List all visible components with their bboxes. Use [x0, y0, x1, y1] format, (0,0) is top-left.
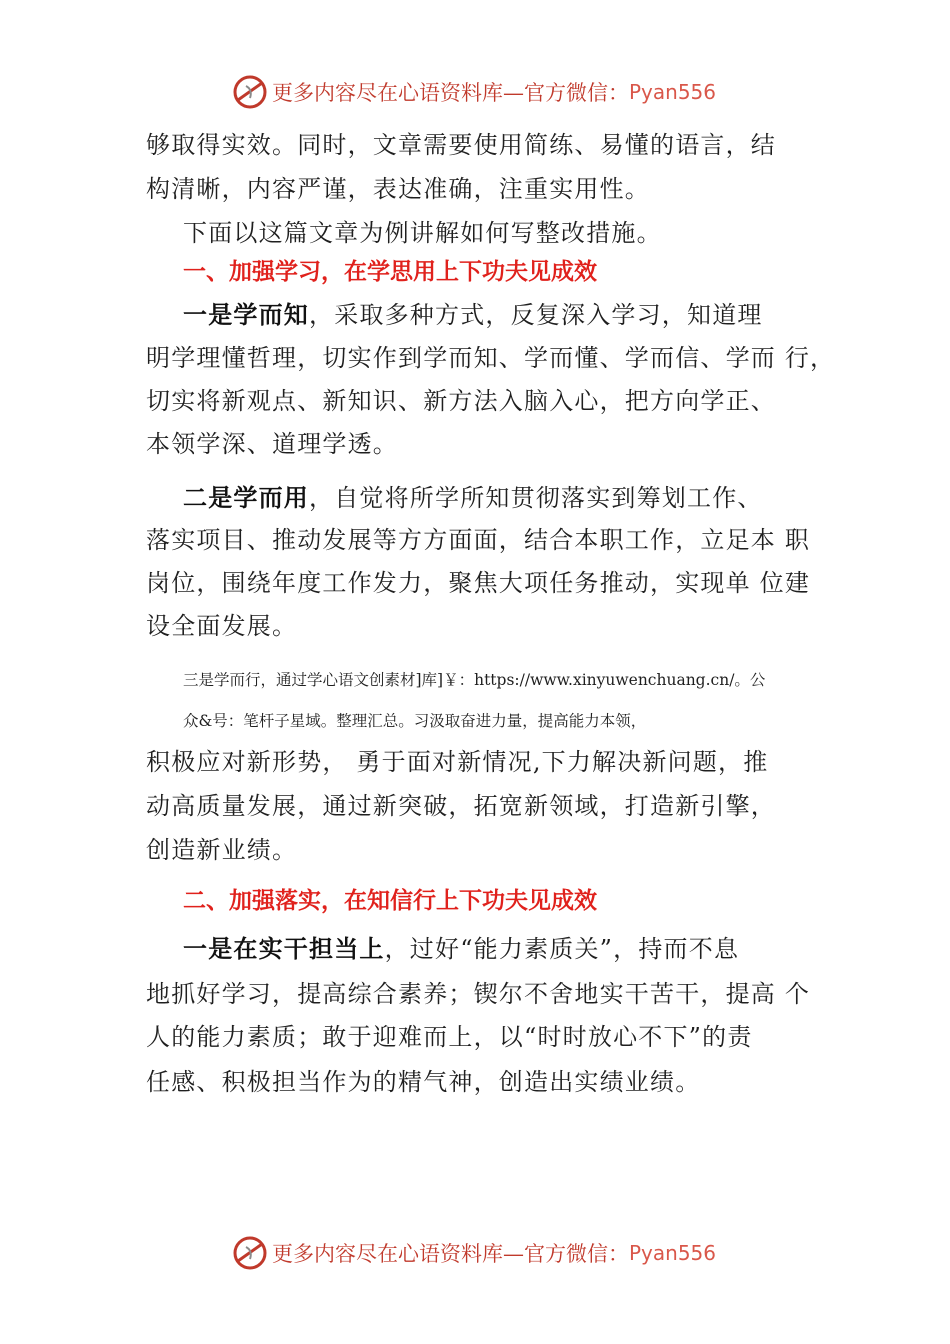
s1-p2-line-1-text: ，自觉将所学所知贯彻落实到筹划工作、	[309, 484, 763, 512]
header-watermark-banner	[232, 72, 716, 112]
s1-p3-small-2: 众&号：笔杆子星域。整理汇总。习汲取奋进力量，提高能力本领，	[183, 712, 647, 730]
s1-p2-line-4: 设全面发展。	[146, 612, 298, 640]
s1-p2-lead: 二是学而用	[183, 484, 309, 512]
banner-wechat-handle: Pyan556	[629, 1241, 717, 1265]
intro-line-3: 下面以这篇文章为例讲解如何写整改措施。	[183, 219, 662, 247]
s1-p3-line-1: 积极应对新形势， 勇于面对新情况,下力解决新问题，推	[146, 748, 769, 776]
section1-heading: 一、加强学习，在学思用上下功夫见成效	[183, 259, 597, 285]
s2-p1-lead: 一是在实干担当上	[183, 935, 385, 963]
intro-line-2: 构清晰，内容严谨，表达准确，注重实用性。	[146, 175, 650, 203]
s1-p3-line-2: 动高质量发展，通过新突破，拓宽新领域，打造新引擎，	[146, 792, 776, 820]
s1-p1-line-1	[183, 298, 763, 332]
s1-p1-lead: 一是学而知	[183, 301, 309, 329]
footer-watermark-banner	[232, 1233, 716, 1273]
banner-wechat-handle: Pyan556	[629, 80, 717, 104]
banner-text: 更多内容尽在心语资料库—官方微信：	[272, 1242, 629, 1266]
s1-p2-line-2: 落实项目、推动发展等方方面面，结合本职工作，立足本 职	[146, 526, 811, 554]
s1-p1-line-1-text: ，采取多种方式，反复深入学习，知道理	[309, 301, 763, 329]
s2-p1-line-1-text: ，过好“能力素质关”，持而不息	[384, 935, 740, 963]
s2-p1-line-2: 地抓好学习，提高综合素养；锲尔不舍地实干苦干，提高 个	[146, 980, 811, 1008]
s1-p3-line-3: 创造新业绩。	[146, 836, 298, 864]
s2-p1-line-3: 人的能力素质；敢于迎难而上，以“时时放心不下”的责	[146, 1023, 753, 1051]
brand-logo-icon	[232, 74, 268, 110]
banner-text: 更多内容尽在心语资料库—官方微信：	[272, 81, 629, 105]
s1-p1-line-3: 切实将新观点、新知识、新方法入脑入心，把方向学正、	[146, 387, 776, 415]
s2-p1-line-4: 任感、积极担当作为的精气神，创造出实绩业绩。	[146, 1068, 701, 1096]
s1-p1-line-4: 本领学深、道理学透。	[146, 430, 398, 458]
section2-heading: 二、加强落实，在知信行上下功夫见成效	[183, 888, 597, 914]
s1-p2-line-3: 岗位，围绕年度工作发力，聚焦大项任务推动，实现单 位建	[146, 569, 811, 597]
s1-p1-line-2: 明学理懂哲理，切实作到学而知、学而懂、学而信、学而 行，	[146, 344, 836, 372]
s1-p3-small-1: 三是学而行，通过学心语文创素材]库]￥：https://www.xinyuwenchuang.cn/。公	[183, 671, 766, 689]
intro-line-1: 够取得实效。同时，文章需要使用简练、易懂的语言，结	[146, 131, 776, 159]
brand-logo-icon	[232, 1235, 268, 1271]
s2-p1-line-1	[183, 932, 739, 966]
s1-p2-line-1	[183, 481, 763, 515]
